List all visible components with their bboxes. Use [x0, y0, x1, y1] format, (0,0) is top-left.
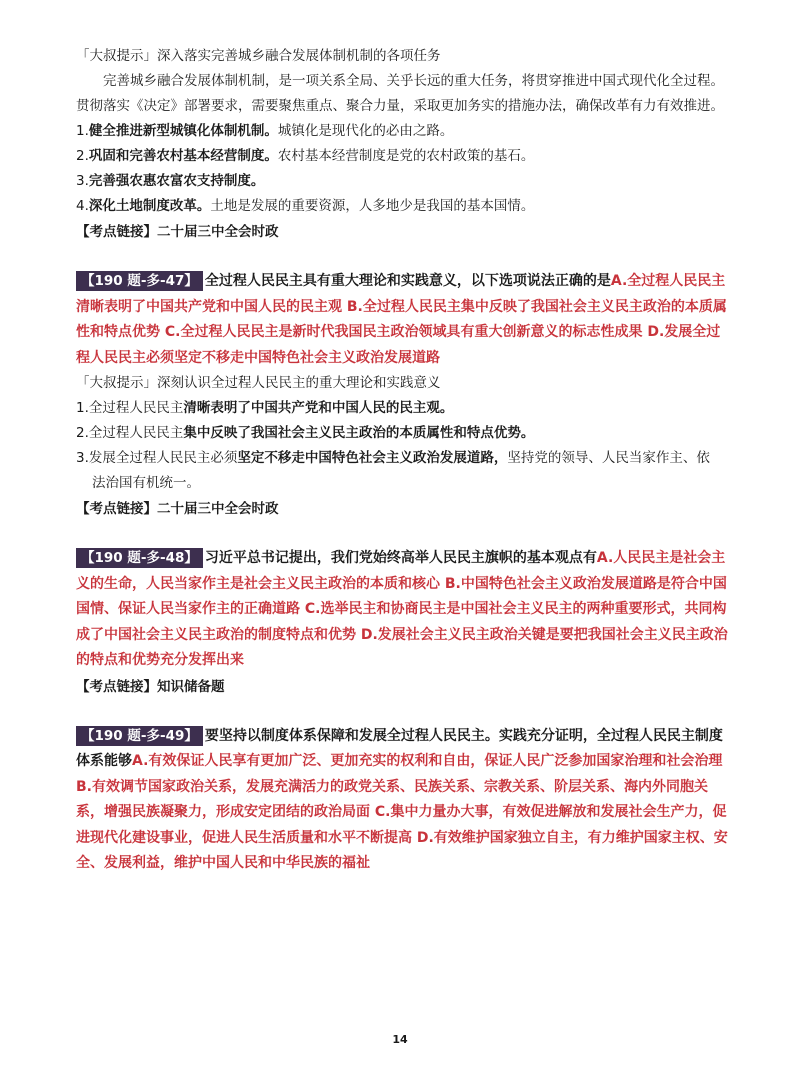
item-text: 城镇化是现代化的必由之路。: [277, 123, 454, 139]
item-number: 1.: [76, 123, 89, 139]
item-number: 3.: [76, 173, 89, 189]
question-stem: 习近平总书记提出，我们党始终高举人民民主旗帜的基本观点有: [204, 550, 597, 566]
item-text: 发展全过程人民民主必须: [88, 450, 238, 466]
tip-item-1: [76, 396, 728, 421]
tip-title: 深入落实完善城乡融合发展体制机制的各项任务: [157, 48, 441, 64]
tip-item-2: [76, 421, 728, 446]
item-number: 3.: [76, 450, 89, 466]
item-bold: 坚定不移走中国特色社会主义政治发展道路，: [237, 450, 508, 466]
tip-item-3: [76, 446, 728, 471]
tip-item-1: [76, 119, 728, 144]
item-number: 2.: [76, 148, 89, 164]
question-48: [76, 546, 728, 674]
question-stem: 要坚持以制度体系保障和发展全过程人民民主。实践充分证明，全过程人民民主制度体系能够: [76, 727, 723, 769]
question-47: [76, 269, 728, 371]
item-bold: 巩固和完善农村基本经营制度。: [88, 148, 278, 164]
item-text: 坚持党的领导、人民当家作主、依: [507, 450, 710, 466]
item-bold: 集中反映了我国社会主义民主政治的本质属性和特点优势。: [183, 425, 535, 441]
tip-tag: 「大叔提示」: [76, 375, 157, 391]
tip-body: 完善城乡融合发展体制机制，是一项关系全局、关乎长远的重大任务，将贯穿推进中国式现代化全过程。贯彻落实《决定》部署要求，需要聚焦重点、聚合力量，采取更加务实的措施办法，确保改革有力有效推进。: [76, 73, 724, 114]
item-bold: 深化土地制度改革。: [88, 198, 211, 214]
item-text: 全过程人民民主: [88, 425, 184, 441]
question-id: 【190 题-多-49】: [76, 726, 203, 746]
item-text: 全过程人民民主: [88, 400, 184, 416]
document-page: [76, 44, 728, 877]
tip-section-2: [76, 371, 728, 522]
tip-item-4: [76, 194, 728, 219]
exam-link: 【考点链接】知识储备题: [76, 678, 225, 695]
tip-tag: 「大叔提示」: [76, 48, 157, 64]
item-bold: 清晰表明了中国共产党和中国人民的民主观。: [183, 400, 454, 416]
question-answer: A.人民民主是社会主义的生命，人民当家作主是社会主义民主政治的本质和核心 B.中国特色社会主义政治发展道路是符合中国国情、保证人民当家作主的正确道路 C.选举民主和协商民主是中国社会主义民主的两种重要形式，共同构成了中国社会主义民主政治的制度特点和优势 D.发展社会主义民主政治关键是要把我国社会主义民主政治的特点和优势充分发挥出来: [76, 550, 728, 668]
item-bold: 完善强农惠农富农支持制度。: [88, 173, 265, 189]
question-id: 【190 题-多-48】: [76, 548, 203, 568]
tip-heading: [76, 371, 728, 396]
question-answer: A.全过程人民民主清晰表明了中国共产党和中国人民的民主观 B.全过程人民民主集中反映了我国社会主义民主政治的本质属性和特点优势 C.全过程人民民主是新时代我国民主政治领域具有重大创新意义的标志性成果 D.发展全过程人民民主必须坚定不移走中国特色社会主义政治发展道路: [76, 273, 727, 366]
exam-link: 【考点链接】二十届三中全会时政: [76, 501, 279, 517]
page-number: 14: [392, 1033, 408, 1046]
item-text: 农村基本经营制度是党的农村政策的基石。: [277, 148, 535, 164]
item-number: 4.: [76, 198, 89, 214]
tip-title: 深刻认识全过程人民民主的重大理论和实践意义: [157, 375, 441, 391]
tip-heading: [76, 44, 728, 69]
question-stem: 全过程人民民主具有重大理论和实践意义，以下选项说法正确的是: [204, 273, 611, 289]
tip-item-3-continued: 法治国有机统一。: [92, 475, 200, 491]
exam-link: 【考点链接】二十届三中全会时政: [76, 224, 279, 240]
item-bold: 健全推进新型城镇化体制机制。: [88, 123, 278, 139]
question-id: 【190 题-多-47】: [76, 271, 203, 291]
tip-section-1: [76, 44, 728, 245]
question-49: [76, 724, 728, 877]
item-number: 1.: [76, 400, 89, 416]
tip-item-2: [76, 144, 728, 169]
tip-item-3: [76, 169, 728, 194]
item-number: 2.: [76, 425, 89, 441]
item-text: 土地是发展的重要资源，人多地少是我国的基本国情。: [210, 198, 535, 214]
question-answer: A.有效保证人民享有更加广泛、更加充实的权利和自由，保证人民广泛参加国家治理和社会治理 B.有效调节国家政治关系，发展充满活力的政党关系、民族关系、宗教关系、阶层关系、海内外同胞关系，增强民族凝聚力，形成安定团结的政治局面 C.集中力量办大事，有效促进解放和发展社会生产力，促进现代化建设事业，促进人民生活质量和水平不断提高 D.有效维护国家独立自主，有力维护国家主权、安全、发展利益，维护中国人民和中华民族的福祉: [76, 753, 728, 871]
